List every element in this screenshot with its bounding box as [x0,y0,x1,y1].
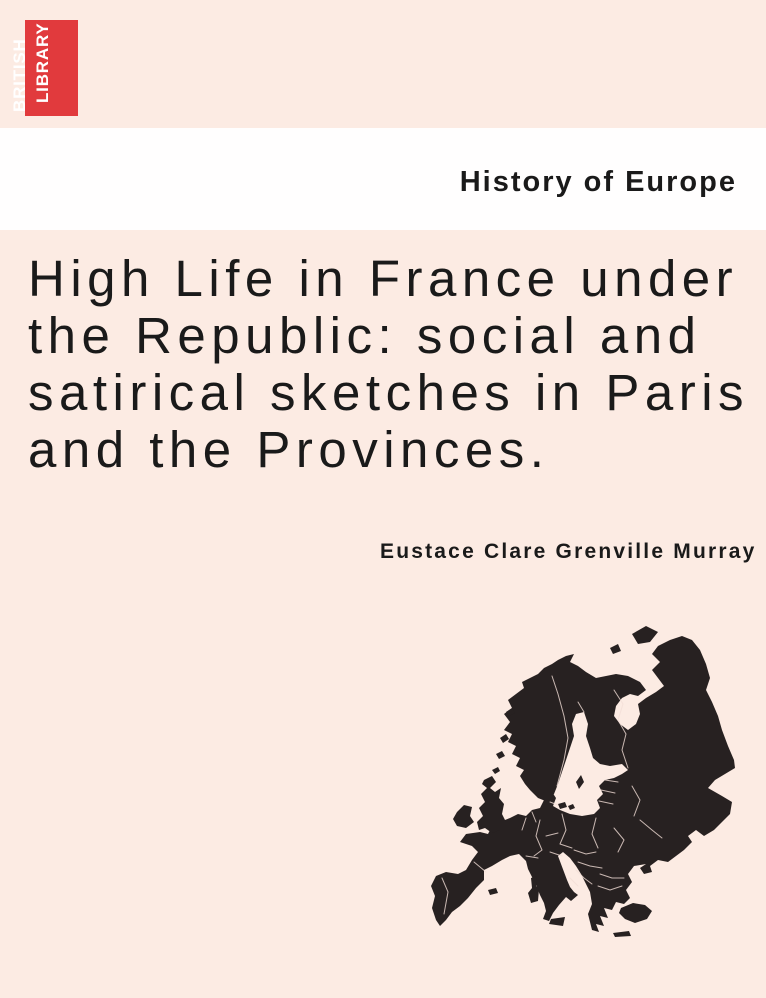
crete [613,931,631,937]
danish-isles [558,802,575,810]
logo-text-british: BRITISH [10,38,29,112]
category-label: History of Europe [459,165,737,198]
arctic-islet [610,644,621,654]
sicily [549,917,565,926]
anatolia [619,903,652,923]
europe-mainland [431,636,735,932]
europe-map-silhouette [400,590,766,998]
category-band [0,128,766,230]
author-name: Eustace Clare Grenville Murray [380,540,757,563]
title-line: the Republic: social and [28,307,702,364]
great-britain [477,776,506,833]
balearics [488,888,498,895]
gotland [576,775,584,789]
ireland [453,805,474,828]
title-line: High Life in France under [28,250,739,307]
logo-text-library: LIBRARY [33,22,52,103]
arctic-islands [632,626,658,644]
book-title [28,250,749,478]
title-line: satirical sketches in Paris [28,364,750,421]
british-library-logo [10,20,78,116]
title-line: and the Provinces. [28,421,550,478]
